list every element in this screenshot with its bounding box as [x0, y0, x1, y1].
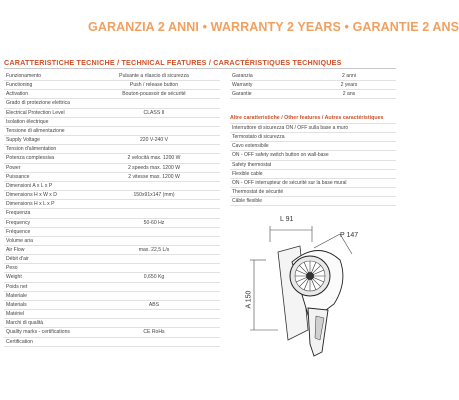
warranty-label: Garanzia: [232, 73, 253, 79]
specs-row: [4, 219, 220, 228]
feature-item: Interruttore di sicurezza ON / OFF sulla base a muro: [230, 124, 396, 133]
specs-label: Tension d'alimentation: [6, 146, 57, 153]
hair-dryer-drawing: [248, 212, 398, 382]
specs-row: [4, 99, 220, 108]
warranty-row: [230, 81, 396, 90]
specs-label: Tensione di alimentazione: [6, 127, 65, 134]
product-drawing: [245, 212, 398, 382]
warranty-banner: [0, 0, 459, 40]
feature-item: ON - OFF interrupteur de sécurité sur la base mural: [230, 179, 396, 188]
specs-row: [4, 118, 220, 127]
specs-row: [4, 81, 220, 90]
feature-item: Safety thermostat: [230, 161, 396, 170]
other-features: [230, 114, 396, 206]
warranty-row: [230, 72, 396, 81]
specs-row: [4, 292, 220, 301]
specs-label: Funzionamento: [6, 73, 42, 79]
specs-row: [4, 136, 220, 145]
specs-row: [4, 182, 220, 191]
feature-item: Cavo estensibile: [230, 142, 396, 151]
specs-label: Activation: [6, 91, 29, 98]
width-dimension-label: L 91: [280, 216, 294, 223]
other-features-title: Altre caratteristiche / Other features / Autres caractéristiques: [230, 114, 396, 124]
specs-value: ABS: [148, 301, 160, 308]
specs-row: [4, 310, 220, 319]
specs-value: 2 velocità max. 1200 W: [127, 155, 181, 162]
specs-label: Materiale: [6, 292, 27, 299]
specs-label: Isolation électrique: [6, 118, 49, 125]
specs-row: [4, 283, 220, 292]
specs-row: [4, 228, 220, 237]
specs-label: Peso: [6, 265, 18, 272]
specs-label: Supply Voltage: [6, 137, 40, 144]
specs-row: [4, 264, 220, 273]
feature-item: ON - OFF safety switch button on wall-base: [230, 151, 396, 160]
specs-label: Materials: [6, 301, 27, 308]
specs-label: Grado di protezione elettrica: [6, 100, 70, 107]
specs-row: [4, 237, 220, 246]
feature-item: Flexible cable: [230, 170, 396, 179]
specs-value: Pulsante a rilascio di sicurezza: [119, 73, 189, 79]
feature-item: Termostato di sicurezza: [230, 133, 396, 142]
specs-value: max. 22,5 L/s: [138, 246, 170, 253]
specs-value: 2 speeds max. 1200 W: [127, 164, 181, 171]
depth-dimension-label: P 147: [340, 232, 359, 239]
specs-label: Weight: [6, 274, 22, 281]
specs-row: [4, 328, 220, 337]
specs-value: Bouton-poussoir de sécurité: [122, 91, 186, 98]
warranty-value: 2 years: [340, 82, 358, 89]
specs-row: [4, 319, 220, 328]
specs-label: Marchi di qualità: [6, 320, 44, 327]
specs-value: Push / release button: [129, 82, 179, 89]
specs-label: Certification: [6, 338, 33, 345]
specs-label: Débit d'air: [6, 256, 29, 263]
specs-label: Fréquence: [6, 228, 31, 235]
section-title: CARATTERISTICHE TECNICHE / TECHNICAL FEATURES / CARACTÉRISTIQUES TECHNIQUES: [4, 58, 342, 67]
warranty-table: [230, 72, 396, 99]
other-features-list: [230, 124, 396, 206]
specs-row: [4, 109, 220, 118]
specs-label: Puissance: [6, 173, 30, 180]
specs-label: Dimensions H x W x D: [6, 192, 57, 199]
specs-row: [4, 301, 220, 310]
warranty-label: Garantie: [232, 91, 252, 98]
specs-row: [4, 173, 220, 182]
specs-row: [4, 255, 220, 264]
warranty-row: [230, 90, 396, 99]
section-divider: [4, 68, 396, 69]
height-dimension-label: A 150: [245, 290, 253, 309]
specs-row: [4, 200, 220, 209]
specs-value: CLASS II: [143, 109, 165, 116]
specs-value: 0,650 Kg: [143, 274, 165, 281]
warranty-value: 2 anni: [342, 73, 356, 79]
specs-row: [4, 90, 220, 99]
feature-item: Thermostat de sécurité: [230, 188, 396, 197]
specs-value: 150x91x147 (mm): [133, 192, 175, 199]
specs-row: [4, 246, 220, 255]
specs-label: Air Flow: [6, 246, 25, 253]
specs-value: 220 V-240 V: [139, 137, 169, 144]
feature-item: Câble flexible: [230, 197, 396, 206]
specs-row: [4, 154, 220, 163]
specs-table: [4, 72, 220, 347]
specs-label: Potenza complessiva: [6, 155, 55, 162]
specs-value: 2 vitesse max. 1200 W: [128, 173, 180, 180]
specs-label: Power: [6, 164, 21, 171]
warranty-banner-text: GARANZIA 2 ANNI • WARRANTY 2 YEARS • GARANTIE 2 ANS: [88, 20, 459, 34]
specs-row: [4, 338, 220, 347]
specs-label: Poids net: [6, 283, 28, 290]
specs-label: Electrical Protection Level: [6, 109, 65, 116]
specs-row: [4, 273, 220, 282]
warranty-value: 2 ans: [342, 91, 356, 98]
specs-label: Functioning: [6, 82, 33, 89]
specs-row: [4, 209, 220, 218]
specs-label: Matériel: [6, 311, 25, 318]
specs-value: 50-60 Hz: [143, 219, 165, 226]
specs-row: [4, 164, 220, 173]
specs-row: [4, 145, 220, 154]
warranty-label: Warranty: [232, 82, 253, 89]
specs-row: [4, 72, 220, 81]
specs-row: [4, 191, 220, 200]
specs-label: Dimensions H x L x P: [6, 201, 55, 208]
specs-row: [4, 127, 220, 136]
specs-label: Dimensioni A x L x P: [6, 182, 53, 189]
specs-label: Volume aria: [6, 237, 33, 244]
specs-label: Quality marks - certifications: [6, 329, 70, 336]
specs-label: Frequency: [6, 219, 31, 226]
specs-value: CE RoHs: [143, 329, 165, 336]
specs-label: Frequenza: [6, 210, 31, 217]
